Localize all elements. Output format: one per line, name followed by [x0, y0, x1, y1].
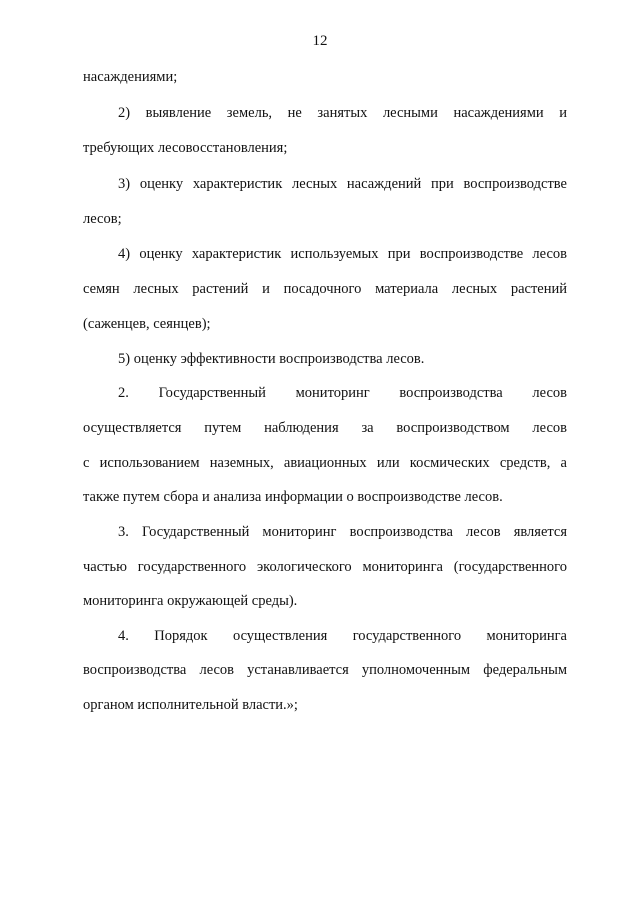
text-line: с использованием наземных, авиационных или космических средств, а [83, 455, 567, 471]
text-line: 3) оценку характеристик лесных насаждений при воспроизводстве [118, 176, 567, 192]
text-line: органом исполнительной власти.»; [83, 697, 298, 713]
text-line: воспроизводства лесов устанавливается уполномоченным федеральным [83, 662, 567, 678]
text-line: также путем сбора и анализа информации о воспроизводстве лесов. [83, 489, 503, 505]
text-line: лесов; [83, 211, 122, 227]
text-line: 4) оценку характеристик используемых при воспроизводстве лесов [118, 246, 567, 262]
text-line: мониторинга окружающей среды). [83, 593, 298, 609]
text-line: 4. Порядок осуществления государственного мониторинга [118, 628, 567, 644]
page-number: 12 [312, 33, 328, 49]
text-line: 3. Государственный мониторинг воспроизводства лесов является [118, 524, 567, 540]
text-line: 2. Государственный мониторинг воспроизводства лесов [118, 385, 567, 401]
text-line: осуществляется путем наблюдения за воспроизводством лесов [83, 420, 567, 436]
text-line: (саженцев, сеянцев); [83, 316, 211, 332]
text-line: требующих лесовосстановления; [83, 140, 288, 156]
text-line: 2) выявление земель, не занятых лесными насаждениями и [118, 105, 567, 121]
text-line: частью государственного экологического мониторинга (государственного [83, 559, 567, 575]
text-line: семян лесных растений и посадочного материала лесных растений [83, 281, 567, 297]
text-line: 5) оценку эффективности воспроизводства лесов. [118, 351, 425, 367]
text-line: насаждениями; [83, 69, 178, 85]
